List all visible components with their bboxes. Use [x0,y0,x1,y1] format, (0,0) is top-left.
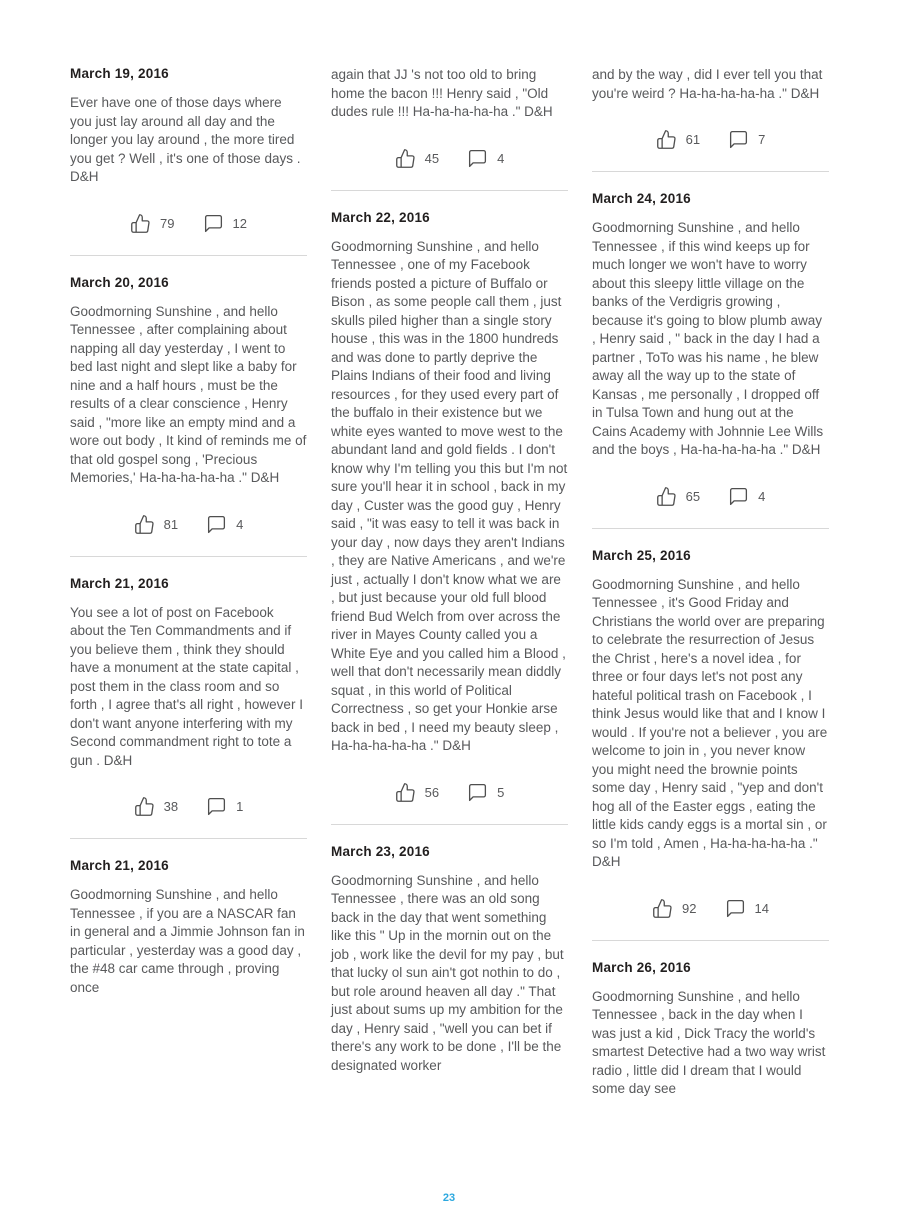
post [331,844,568,1076]
comment-stat [467,782,504,803]
post-text: Goodmorning Sunshine , and hello Tennessee , one of my Facebook friends posted a picture of Buffalo or Bison , as some people call them , just skulls piled higher than a single story house , this was in the 1800 hundreds and was done to partly deprive the Plains Indians of their food and living resources , for they used every part of the buffalo in their existence but we white eyes wanted to move west to the abundant land and gold fields . I don't know why I'm telling you this but I'm not sure you'll hear it in school , back in my day , Custer was the good guy , Henry said , "it was easy to tell it was back in your day , now days they aren't Indians , they are Native Americans , and we're just , actually I don't know what we are , but just because your old full blood friend Bud Welch from over across the river in Mayes County called you a White Eye and you called him a Blood , well that don't necessarily mean diddly squat , in this world of Political Correctness , so get your Honkie arse back in bed , I need my beauty sleep , Ha-ha-ha-ha-ha ." D&H [331,238,568,753]
post [70,858,307,997]
post-stats [70,514,307,535]
like-count: 79 [160,215,175,231]
comment-count: 4 [497,150,505,166]
comment-count: 12 [232,215,247,231]
like-stat [652,898,696,919]
post-text: Ever have one of those days where you just lay around all day and the longer you lay around , the more tired you get ? Well , it's one of those days . D&H [70,95,301,184]
post-date: March 21, 2016 [70,575,169,591]
comment-icon [203,213,224,234]
post-date: March 25, 2016 [592,547,691,563]
post-divider [70,838,307,839]
post-text: again that JJ 's not too old to bring home the bacon !!! Henry said , "Old dudes rule !!! Ha-ha-ha-ha-ha ." D&H [331,67,553,119]
like-count: 65 [685,488,701,504]
like-stat [395,148,439,169]
comment-stat [206,514,243,535]
like-count: 56 [424,784,440,800]
comment-icon [206,514,227,535]
post-text: Goodmorning Sunshine , and hello Tennessee , after complaining about napping all day yesterday , I went to bed last night and slept like a baby for nine and a half hours , must be the results of a clear conscience , Henry said , "more like an empty mind and a wore out body , It kind of reminds me of that old gospel song , 'Precious Memories,' Ha-ha-ha-ha-ha ." D&H [70,303,307,485]
post-divider [70,556,307,557]
post-text: and by the way , did I ever tell you that you're weird ? Ha-ha-ha-ha-ha ." D&H [592,67,823,101]
comment-stat [467,148,504,169]
post [592,548,829,941]
thumbs-up-icon [134,514,155,535]
comment-count: 7 [758,132,766,147]
thumbs-up-icon [395,782,416,803]
thumbs-up-icon [395,148,416,169]
post-date: March 19, 2016 [70,66,169,81]
post-divider [331,190,568,191]
comment-count: 1 [236,799,244,814]
post-stats [70,796,307,817]
post-divider [331,824,568,825]
post [70,66,307,256]
comment-icon [725,898,746,919]
post-text: Goodmorning Sunshine , and hello Tennessee , it's Good Friday and Christians the world over are preparing to celebrate the resurrection of Jesus the Christ , here's a novel idea , for three or four days let's not post any hateful political trash on Facebook , I think Jesus would like that and I know I would . If you're not a believer , you are welcome to join in , you never know you might need the brownie points some day , Henry said , "yep and don't hog all of the Easter eggs , eating the little kids candy eggs is a mortal sin , or so I'm told , Amen , Ha-ha-ha-ha-ha ." D&H [592,576,828,869]
post [331,210,568,825]
post-divider [70,255,307,256]
page-number: 23 [442,1192,456,1204]
post-continuation [331,66,568,191]
post [592,960,829,1099]
thumbs-up-icon [656,486,677,507]
like-stat [130,213,174,234]
like-stat [656,129,700,150]
comment-stat [206,796,243,817]
comment-stat [728,129,765,150]
post-divider [592,528,829,529]
comment-icon [467,148,488,169]
post-date: March 22, 2016 [331,209,430,225]
comment-icon [728,129,749,150]
comment-stat [728,486,765,507]
column-1 [70,66,307,1099]
like-stat [134,796,178,817]
comment-icon [728,486,749,507]
post-stats [70,213,307,234]
post-stats [592,486,829,507]
like-count: 38 [163,799,179,814]
post-date: March 21, 2016 [70,858,169,873]
post-text: Goodmorning Sunshine , and hello Tennessee , back in the day when I was just a kid , Dick Tracy the world's smartest Detective had a two way wrist radio , little did I dream that I would some day see [592,988,826,1096]
comment-icon [467,782,488,803]
post-text: Goodmorning Sunshine , and hello Tennessee , if you are a NASCAR fan in general and a Jimmie Johnson fan in particular , yesterday was a good day , the #48 car came through , proving once [70,887,305,995]
post-date: March 26, 2016 [592,959,691,975]
comment-count: 4 [758,488,766,504]
like-stat [395,782,439,803]
comment-count: 5 [497,784,505,800]
like-stat [134,514,178,535]
comment-icon [206,796,227,817]
like-stat [656,486,700,507]
comment-count: 14 [754,900,769,916]
comment-count: 4 [236,516,244,532]
column-2 [331,66,568,1099]
post-divider [592,940,829,941]
thumbs-up-icon [134,796,155,817]
post-text: You see a lot of post on Facebook about the Ten Commandments and if you believe them , think they should have a monument at the state capital , post them in the class room and so forth , I agree that's all right , however I don't want anyone interfering with my Second commandment right to tote a gun . D&H [70,604,303,768]
comment-stat [725,898,769,919]
post-text: Goodmorning Sunshine , and hello Tennessee , there was an old song back in the day that went something like this " Up in the mornin out on the job , work like the devil for my pay , but that lucky ol sun ain't got nothin to do , but role around heaven all day ." That just about sums up my ambition for the day , Henry said , "well you can bet if there's any work to be done , I'll be the designated worker [331,872,564,1073]
post-stats [331,782,568,803]
post-stats [592,898,829,919]
post-columns [70,66,829,1099]
post-date: March 24, 2016 [592,191,691,206]
like-count: 81 [163,516,179,532]
post-stats [331,148,568,169]
post-date: March 23, 2016 [331,843,430,859]
post-date: March 20, 2016 [70,274,169,290]
like-count: 61 [685,132,701,147]
post-continuation [592,66,829,172]
thumbs-up-icon [656,129,677,150]
like-count: 92 [682,900,697,916]
post [592,191,829,529]
column-3 [592,66,829,1099]
comment-stat [203,213,247,234]
like-count: 45 [424,150,440,166]
thumbs-up-icon [130,213,151,234]
thumbs-up-icon [652,898,673,919]
post-stats [592,129,829,150]
post [70,275,307,557]
post-divider [592,171,829,172]
post-text: Goodmorning Sunshine , and hello Tennessee , if this wind keeps up for much longer we won't have to worry about this sleepy little village on the banks of the Verdigris growing , because it's going to blow plumb away , Henry said , " back in the day I had a partner , ToTo was his name , he blew away all the way up to the state of Kansas , me personally , I dropped off in Tulsa Town and hung out at the Cains Academy with Johnnie Lee Wills and the boys , Ha-ha-ha-ha-ha ." D&H [592,220,824,457]
post [70,576,307,840]
